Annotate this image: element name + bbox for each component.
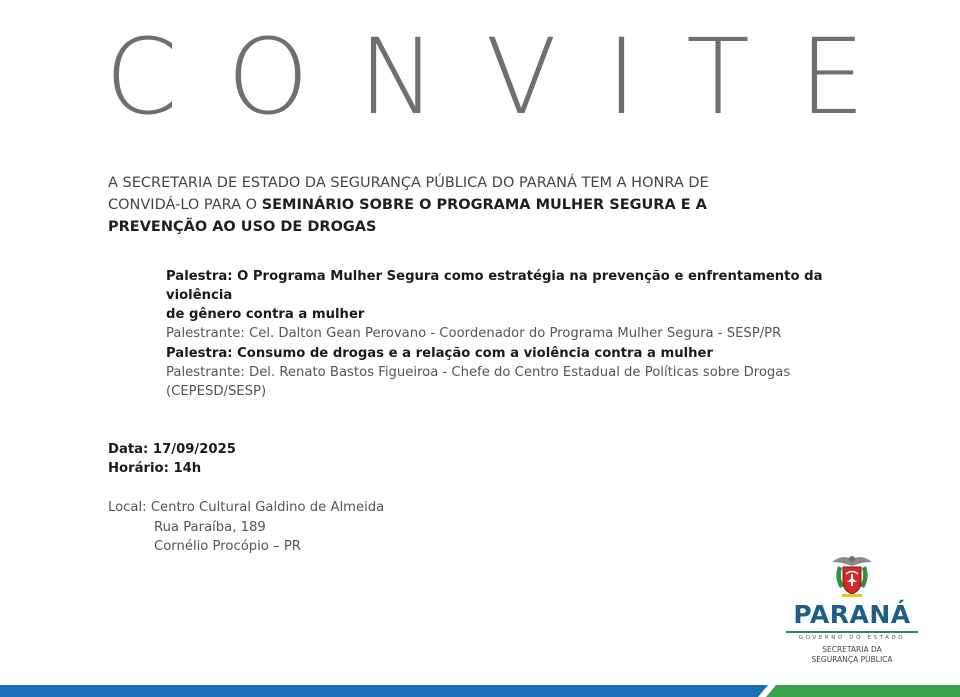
talk-block (166, 344, 866, 401)
parana-logo (782, 552, 922, 670)
talk-title: Palestra: O Programa Mulher Segura como estratégia na prevenção e enfrentamento da violência (166, 269, 823, 303)
location-venue: Local: Centro Cultural Galdino de Almeida (108, 500, 385, 515)
invitation-title (105, 18, 865, 136)
location-street: Rua Paraíba, 189 (154, 519, 266, 535)
talk-speaker: Palestrante: Cel. Dalton Gean Perovano - Coordenador do Programa Mulher Segura - SESP/PR (166, 326, 782, 341)
seminar-name: PREVENÇÃO AO USO DE DROGAS (108, 219, 377, 235)
talk-block (166, 267, 866, 343)
coat-of-arms-icon (828, 552, 876, 600)
schedule (108, 440, 236, 478)
title-letter: V (485, 16, 557, 138)
logo-department (782, 645, 922, 664)
logo-wordmark: PARANÁ (793, 600, 911, 629)
logo-department-line: SEGURANÇA PÚBLICA (811, 654, 893, 664)
seminar-name: SEMINÁRIO SOBRE O PROGRAMA MULHER SEGURA E A (261, 197, 707, 213)
talk-speaker: Palestrante: Del. Renato Bastos Figueiroa - Chefe do Centro Estadual de Políticas sobre Drogas (166, 365, 791, 380)
location (108, 498, 384, 557)
logo-subtitle: GOVERNO DO ESTADO (798, 635, 906, 641)
footer-blue-band (0, 685, 768, 697)
footer-stripe (0, 685, 960, 697)
talk-speaker: (CEPESD/SESP) (166, 384, 267, 399)
event-date: Data: 17/09/2025 (108, 442, 236, 457)
event-time: Horário: 14h (108, 461, 202, 476)
intro-line (108, 216, 868, 238)
talk-title: Palestra: Consumo de drogas e a relação com a violência contra a mulher (166, 346, 713, 361)
logo-divider (786, 631, 918, 633)
title-letter: I (606, 16, 637, 138)
location-city: Cornélio Procópio – PR (154, 539, 301, 554)
title-letter: C (105, 16, 178, 138)
logo-department-line: SECRETARIA DA (822, 645, 882, 654)
footer-green-band (766, 685, 960, 697)
intro-text: CONVIDÁ-LO PARA O (108, 197, 262, 213)
title-letter: T (686, 16, 750, 138)
title-letter: E (799, 16, 865, 138)
intro-paragraph (108, 172, 868, 238)
intro-line: A SECRETARIA DE ESTADO DA SEGURANÇA PÚBLICA DO PARANÁ TEM A HONRA DE (108, 175, 709, 191)
title-letter: N (358, 16, 437, 138)
title-letter: O (227, 16, 309, 138)
intro-line (108, 194, 868, 216)
talk-title: de gênero contra a mulher (166, 307, 365, 322)
